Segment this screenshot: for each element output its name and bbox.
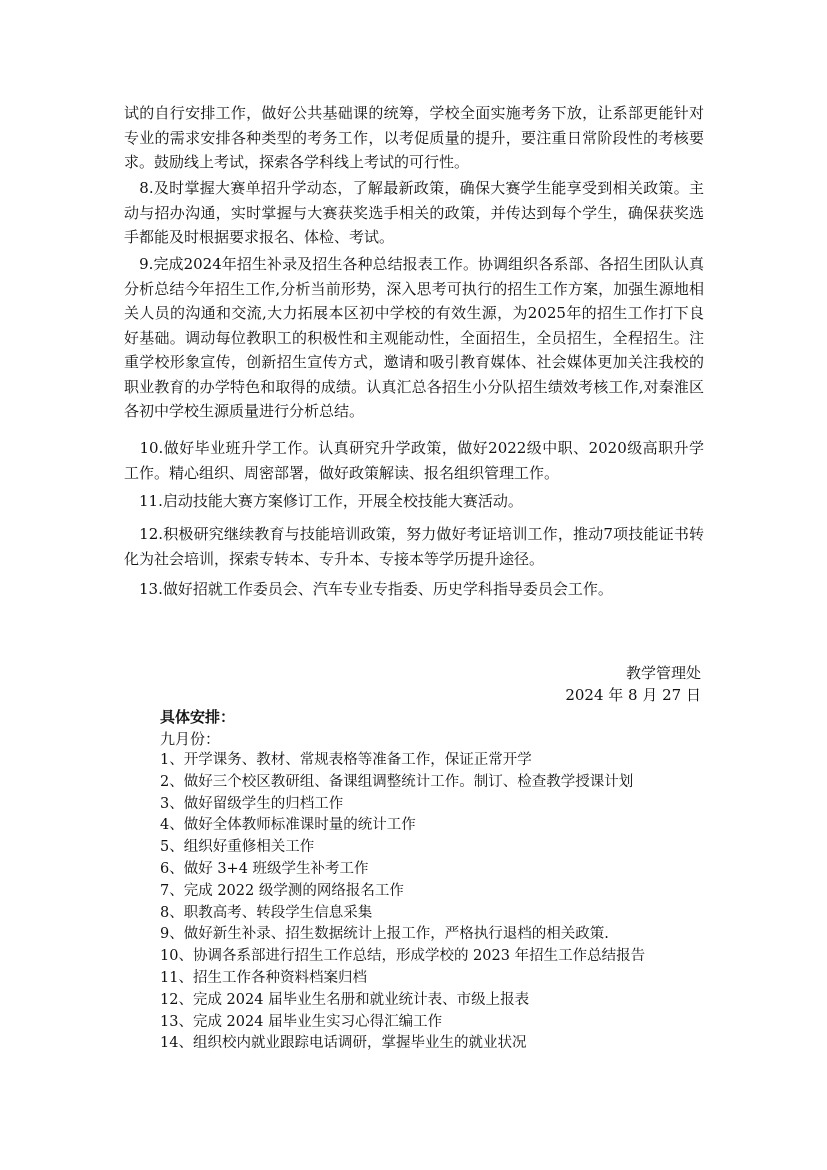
schedule-item: 7、完成 2022 级学测的网络报名工作 — [160, 882, 404, 899]
schedule-item: 3、做好留级学生的归档工作 — [160, 795, 344, 812]
schedule-item: 10、协调各系部进行招生工作总结，形成学校的 2023 年招生工作总结报告 — [160, 948, 646, 965]
paragraph-item-13: 13.做好招就工作委员会、汽车专业专指委、历史学科指导委员会工作。 — [124, 580, 613, 598]
schedule-title: 具体安排： — [160, 708, 236, 726]
signature-date: 2024 年 8 月 27 日 — [565, 686, 701, 704]
paragraph-item-12: 12.积极研究继续教育与技能培训政策，努力做好考证培训工作，推动7项技能证书转化为社会培训，探索专转本、专升本、专接本等学历提升途径。 — [124, 525, 704, 568]
schedule-item: 4、做好全体教师标准课时量的统计工作 — [160, 817, 416, 834]
schedule-item: 6、做好 3+4 班级学生补考工作 — [160, 860, 369, 877]
schedule-list — [160, 750, 720, 1055]
schedule-item: 1、开学课务、教材、常规表格等准备工作，保证正常开学 — [160, 752, 532, 768]
schedule-item: 13、完成 2024 届毕业生实习心得汇编工作 — [160, 1013, 443, 1030]
paragraph-item-11: 11.启动技能大赛方案修订工作，开展全校技能大赛活动。 — [124, 492, 523, 510]
schedule-item: 2、做好三个校区教研组、备课组调整统计工作。制订、检查教学授课计划 — [160, 773, 634, 790]
schedule-item: 12、完成 2024 届毕业生名册和就业统计表、市级上报表 — [160, 991, 530, 1008]
signature-department: 教学管理处 — [625, 664, 701, 682]
paragraph-item-9: 9.完成2024年招生补录及招生各种总结报表工作。协调组织各系部、各招生团队认真分析总结今年招生工作,分析当前形势，深入思考可执行的招生工作方案，加强生源地相关人员的沟通和交流,大力拓展本区初中学校的有效生源，为2025年的招生工作打下良好基础。调动每位教职工的积极性和主观能动性，全面招生，全员招生，全程招生。注重学校形象宣传，创新招生宣传方式，邀请和吸引教育媒体、社会媒体更加关注我校的职业教育的办学特色和取得的成绩。认真汇总各招生小分队招生绩效考核工作,对秦淮区各初中学校生源质量进行分析总结。 — [124, 255, 704, 420]
schedule-month: 九月份： — [160, 730, 221, 748]
schedule-item: 5、组织好重修相关工作 — [160, 839, 315, 856]
paragraph-item-10: 10.做好毕业班升学工作。认真研究升学政策，做好2022级中职、2020级高职升学工作。精心组织、周密部署，做好政策解读、报名组织管理工作。 — [124, 439, 704, 482]
schedule-item: 11、招生工作各种资料档案归档 — [160, 969, 367, 986]
schedule-item: 14、组织校内就业跟踪电话调研，掌握毕业生的就业状况 — [160, 1035, 527, 1052]
schedule-item: 9、做好新生补录、招生数据统计上报工作，严格执行退档的相关政策. — [160, 926, 609, 943]
paragraph-item-8: 8.及时掌握大赛单招升学动态，了解最新政策，确保大赛学生能享受到相关政策。主动与招办沟通，实时掌握与大赛获奖选手相关的政策，并传达到每个学生，确保获奖选手都能及时根据要求报名、体检、考试。 — [124, 179, 704, 246]
schedule-item: 8、职教高考、转段学生信息采集 — [160, 904, 373, 921]
paragraph-exam-arrangement: 试的自行安排工作，做好公共基础课的统筹，学校全面实施考务下放，让系部更能针对专业的需求安排各种类型的考务工作，以考促质量的提升，要注重日常阶段性的考核要求。鼓励线上考试，探索各学科线上考试的可行性。 — [124, 104, 704, 171]
